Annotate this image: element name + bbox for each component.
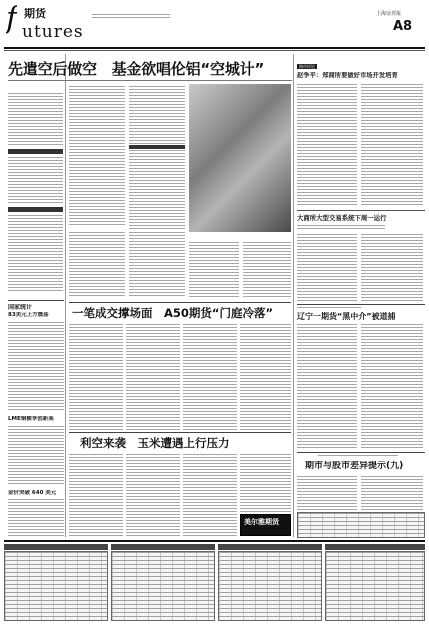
- prices-text-right: [361, 476, 423, 510]
- liaoning-kicker: [297, 307, 361, 310]
- corn-top-rule: [69, 432, 291, 433]
- shanghai-headline: 一笔成交撑场面 A50期货“门庭冷落”: [72, 306, 274, 320]
- shanghai-top-rule: [69, 302, 291, 303]
- side-box-subhead: 83美元上方震荡: [8, 312, 49, 318]
- corn-text-2: [126, 454, 180, 536]
- side-box-text: [8, 322, 64, 412]
- commentary-headline: 赵争平：郑商所要做好市场开发培育: [297, 72, 398, 79]
- prices-text-left: [297, 476, 357, 510]
- ad-box: [240, 514, 291, 536]
- masthead-info-lines: [92, 14, 170, 18]
- shanghai-text-4: [240, 324, 291, 430]
- news2-headline: 大商所大型交易系统下周一运行: [297, 214, 387, 222]
- lead-bottom-col-3: [189, 242, 239, 298]
- prices-kicker: [318, 455, 398, 458]
- divider-right-col: [293, 54, 294, 537]
- news2-subline: [297, 225, 385, 229]
- table-2-header: [111, 544, 215, 550]
- side-box-top-rule: [8, 300, 64, 301]
- masthead-rule-thick: [4, 47, 425, 49]
- lead-col-3-text-b: [129, 150, 185, 230]
- table-3: [218, 551, 322, 621]
- lead-col-1-subhead-2: [8, 207, 63, 212]
- liaoning-headline: 辽宁一期货“黑中介”被道捕: [297, 312, 396, 321]
- paper-name: 上海证券报: [376, 11, 402, 17]
- lead-underline: [8, 80, 292, 81]
- corn-headline: 利空来袭 玉米遭遇上行压力: [80, 436, 230, 450]
- side-box-headline: 国家统计: [8, 304, 33, 311]
- table-3-header: [218, 544, 322, 550]
- commentary-text-right: [361, 84, 423, 206]
- gold-headline: 金价突破 640 美元: [8, 490, 57, 496]
- masthead: [0, 0, 429, 52]
- ad-title: 美尔雅期货: [244, 518, 279, 526]
- liaoning-top-rule: [297, 304, 425, 305]
- corn-text-3: [183, 454, 237, 536]
- shanghai-text-2: [126, 324, 180, 430]
- prices-title: 期市与股市差异提示(九): [305, 461, 404, 471]
- lead-col-1-text-c: [8, 215, 63, 293]
- lead-col-1-text-a: [8, 93, 63, 147]
- lead-bottom-col-4: [243, 242, 291, 298]
- lead-headline: 先遣空后做空 基金欲唱伦铝“空城计”: [8, 60, 265, 78]
- lead-bottom-col-1: [69, 232, 125, 298]
- gold-text: [8, 499, 64, 537]
- table-2: [111, 551, 215, 621]
- tables-top-rule: [4, 540, 425, 542]
- lead-photo: [189, 84, 291, 232]
- table-4-header: [325, 544, 425, 550]
- masthead-brand-en: utures: [22, 22, 84, 42]
- prices-table: [297, 512, 425, 538]
- lme-text: [8, 426, 64, 486]
- news2-text-left: [297, 234, 357, 302]
- news2-text-right: [361, 234, 423, 302]
- masthead-brand-cn: 期货: [24, 8, 46, 20]
- shanghai-text-1: [69, 324, 123, 430]
- prices-top-rule: [297, 452, 425, 453]
- liaoning-text-right: [361, 324, 423, 448]
- commentary-label: 期市评论: [299, 64, 315, 69]
- commentary-text-left: [297, 84, 357, 206]
- lead-col-3-text-a: [129, 86, 185, 144]
- lead-col-1-text-b: [8, 157, 63, 205]
- masthead-f: f: [6, 3, 18, 35]
- corn-text-1: [69, 454, 123, 536]
- table-1-header: [4, 544, 108, 550]
- page-number: A8: [393, 20, 413, 34]
- shanghai-text-3: [183, 324, 237, 430]
- lead-col-3-subhead: [129, 145, 185, 149]
- masthead-date-line: [92, 6, 242, 12]
- lead-col-1-subhead: [8, 149, 63, 154]
- liaoning-text-left: [297, 324, 357, 448]
- commentary-bottom-rule: [297, 210, 425, 211]
- divider-left-col: [65, 54, 66, 537]
- table-4: [325, 551, 425, 621]
- masthead-rule-thin: [4, 50, 425, 51]
- lead-bottom-col-2: [129, 232, 185, 298]
- lme-headline: LME铜横享创新高: [8, 416, 54, 422]
- table-1: [4, 551, 108, 621]
- lead-col-2-text: [69, 86, 125, 226]
- corn-text-4: [240, 454, 291, 512]
